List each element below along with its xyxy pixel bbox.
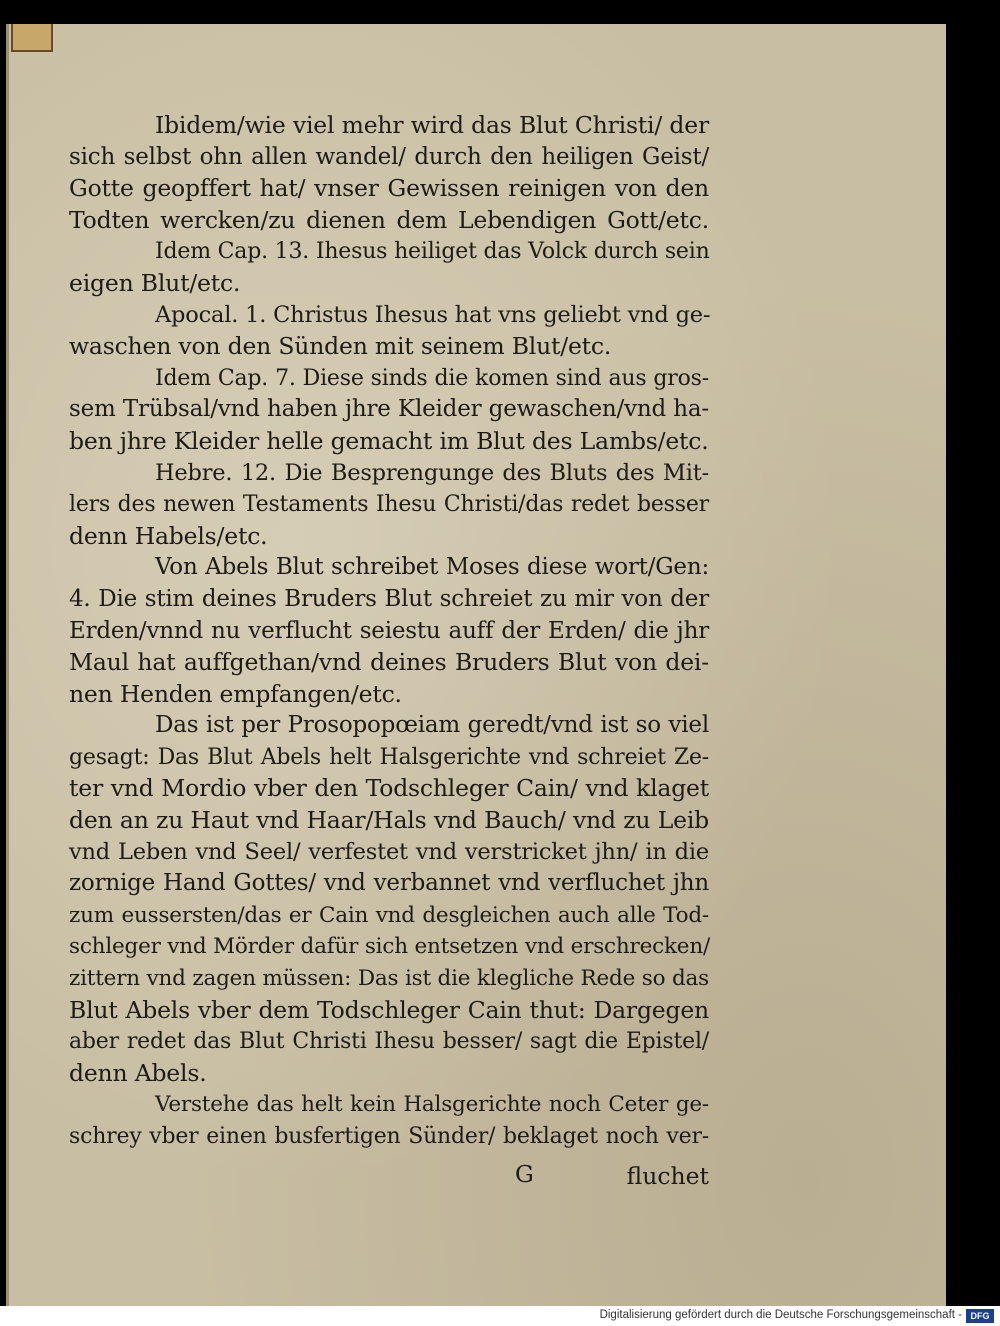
text-line: Blut Abels vber dem Todschleger Cain thut: Dargegen [69,995,709,1024]
text-line: Apocal. 1. Christus Ihesus hat vns geliebt vnd ge- [155,301,711,328]
text-line: Gotte geopffert hat/ vnser Gewissen reinigen von den [69,174,709,203]
viewer-footer-bar [0,1306,1000,1326]
catchword: fluchet [626,1162,709,1190]
text-line: Hebre. 12. Die Besprengunge des Bluts des Mit- [155,459,709,486]
text-line: ter vnd Mordio vber den Todschleger Cain/ vnd klaget [69,774,709,803]
text-line: zornige Hand Gottes/ vnd verbannet vnd verfluchet jhn [69,870,709,897]
text-line: waschen von den Sünden mit seinem Blut/etc. [69,332,612,361]
para-von-abels-blut [69,552,709,710]
text-line: gesagt: Das Blut Abels helt Halsgerichte vnd schreiet Ze- [69,744,709,770]
text-line: zum eussersten/das er Cain vnd desgleichen auch alle Tod- [69,902,709,928]
text-line: eigen Blut/etc. [69,268,241,297]
text-line: denn Abels. [69,1058,207,1087]
text-line: Idem Cap. 13. Ihesus heiliget das Volck durch sein [155,239,710,265]
text-line: Idem Cap. 7. Diese sinds die komen sind aus gros- [155,365,709,391]
para-prosopopoeia [69,710,709,1089]
text-line: ben jhre Kleider helle gemacht im Blut des Lambs/etc. [69,426,709,455]
text-line: sich selbst ohn allen wandel/ durch den heiligen Geist/ [69,143,709,170]
para-verstehe [69,1089,709,1152]
text-line: 4. Die stim deines Bruders Blut schreiet zu mir von der [69,585,709,612]
page-footer-row [69,1160,709,1194]
para-apocal [69,300,709,363]
text-line: Erden/vnnd nu verflucht seiestu auff der Erden/ die jhr [69,617,709,644]
para-idem-cap-13 [69,236,709,299]
para-ibidem [69,110,709,236]
signature-mark: G [515,1160,534,1188]
text-line: sem Trübsal/vnd haben jhre Kleider gewaschen/vnd ha- [69,396,709,423]
text-line: den an zu Haut vnd Haar/Hals vnd Bauch/ vnd zu Leib [69,806,709,835]
text-line: Maul hat auffgethan/vnd deines Bruders Blut von dei- [69,648,709,677]
text-line: zittern vnd zagen müssen: Das ist die klegliche Rede so das [69,966,709,992]
text-line: aber redet das Blut Christi Ihesu besser/ sagt die Epistel/ [69,1029,709,1055]
text-line: Ibidem/wie viel mehr wird das Blut Christi/ der [155,111,709,139]
page-text [69,110,709,1153]
para-hebre [69,458,709,553]
book-page [6,24,946,1306]
text-line: Von Abels Blut schreibet Moses diese wort/Gen: [155,554,709,581]
dfg-logo[interactable]: DFG [966,1309,994,1323]
funding-credit: Digitalisierung gefördert durch die Deutsche Forschungsgemeinschaft - [599,1309,962,1321]
page-corner-tab [11,24,53,52]
text-line: lers des newen Testaments Ihesu Christi/das redet besser [69,492,709,518]
para-idem-cap-7 [69,363,709,458]
text-line: vnd Leben vnd Seel/ verfestet vnd verstricket jhn/ in die [69,838,709,865]
text-line: schleger vnd Mörder dafür sich entsetzen vnd erschrecken/ [69,934,711,960]
text-line: Das ist per Prosopopœiam geredt/vnd ist so viel [155,712,709,739]
text-line: nen Henden empfangen/etc. [69,679,402,708]
text-line: Verstehe das helt kein Halsgerichte noch Ceter ge- [155,1092,709,1118]
text-line: schrey vber einen busfertigen Sünder/ beklaget noch ver- [69,1124,709,1149]
text-line: denn Habels/etc. [69,521,268,550]
text-line: Todten wercken/zu dienen dem Lebendigen Gott/etc. [69,205,709,234]
